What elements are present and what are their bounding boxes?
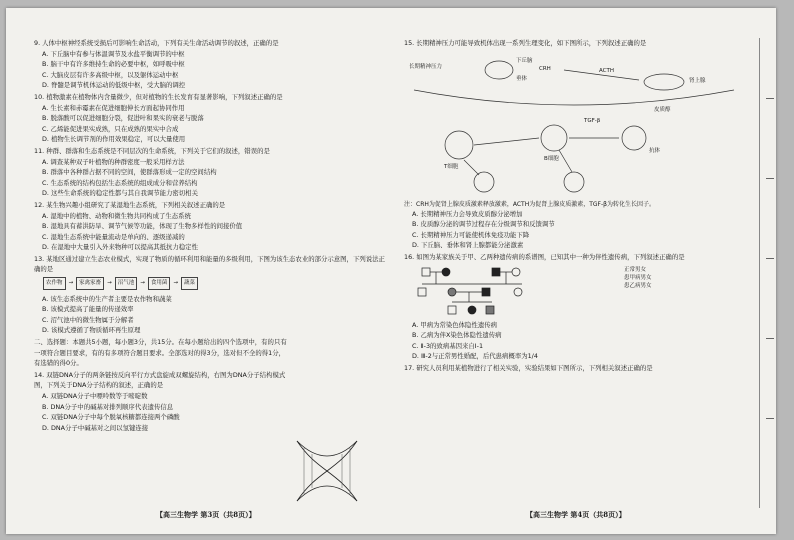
diagram-label-b-cell: B细胞 [544, 155, 559, 162]
flow-arrow: → [68, 280, 74, 287]
answer-option: D. 脊髓是调节机体运动的低级中枢，受大脑的调控 [42, 81, 186, 90]
question-block [34, 254, 389, 275]
question-block [34, 38, 389, 91]
answer-option: B. DNA分子中的碱基对排列顺序代表遗传信息 [42, 402, 174, 411]
question-stem: 11. 种群、群落和生态系统是不同层次的生命系统，下列关于它们的叙述，错误的是 [34, 146, 270, 155]
answer-option: A. 生长素和赤霉素在促进细胞伸长方面起协同作用 [42, 103, 185, 112]
diagram-label-cortisol: 皮质醇 [654, 106, 671, 113]
answer-option: B. 乙病为伴X染色体隐性遗传病 [412, 331, 502, 340]
pedigree-legend [624, 266, 652, 290]
diagram-label-antibody: 抗体 [649, 147, 661, 154]
answer-option: D. 该模式遵循了物质循环再生原理 [42, 326, 141, 335]
flow-node: 沼气池 [115, 277, 138, 290]
question-block [34, 294, 289, 336]
question-block [34, 337, 289, 369]
question-stem: 10. 植物激素在植物体内含量微少，但对植物的生长发育有显著影响，下列叙述正确的是 [34, 92, 283, 101]
answer-option: A. 甲病为常染色体隐性遗传病 [412, 320, 498, 329]
flow-arrow: → [107, 280, 112, 287]
question-stem: 17. 研究人员利用某植物进行了相关实验，实验结果如下图所示，下列相关叙述正确的是 [404, 363, 653, 372]
question-block [404, 38, 754, 49]
answer-option: D. 在湿地中大量引入外来物种可以提高其抵抗力稳定性 [42, 243, 198, 252]
answer-option: B. 脑干中有许多维持生命的必要中枢，如呼吸中枢 [42, 60, 185, 69]
question-stem: 二、选择题：本题共5小题，每小题3分，共15分。在每小题给出的四个选项中，有的只有一项符合题目要求，有的有多项符合题目要求。全部选对的得3分，选对但不全的得1分，有选错的得0分。 [34, 338, 287, 368]
answer-option: C. 湿地生态系统中能量流动是单向的、逐级递减的 [42, 232, 185, 241]
answer-option: C. 生态系统的结构包括生态系统的组成成分和营养结构 [42, 178, 198, 187]
answer-option: A. 下丘脑中有参与体温调节及水盐平衡调节的中枢 [42, 49, 185, 58]
answer-option: C. 沼气池中的微生物属于分解者 [42, 315, 134, 324]
question-stem: 13. 某地区通过建立生态农业模式，实现了物质的循环利用和能量的多级利用，下图为该生态农业的部分示意图，下列说法正确的是 [34, 254, 385, 274]
flow-node: 食用菌 [148, 277, 171, 290]
answer-option: A. 调查某种双子叶植物的种群密度一般采用样方法 [42, 157, 185, 166]
question-block [34, 146, 389, 199]
left-page [34, 38, 389, 518]
answer-option: C. 长期精神压力可能使机体免疫功能下降 [412, 230, 530, 239]
answer-option: B. 该模式提高了能量的传递效率 [42, 305, 134, 314]
question-block [404, 252, 754, 263]
question-stem: 16. 如图为某家族关于甲、乙两种遗传病的系谱图，已知其中一种为伴性遗传病，下列叙述正确的是 [404, 252, 685, 261]
answer-option: B. 皮质醇分泌的调节过程存在分级调节和反馈调节 [412, 220, 555, 229]
question-stem: 15. 长期精神压力可能导致机体出现一系列生理变化，如下图所示，下列叙述正确的是 [404, 39, 647, 47]
answer-option: C. Ⅱ-3的致病基因来自Ⅰ-1 [412, 341, 484, 350]
question-block [34, 200, 389, 253]
answer-option: D. Ⅲ-2与正常男性婚配，后代患病概率为1/4 [412, 352, 538, 361]
answer-option: B. 群落中各种群占据不同的空间，使群落形成一定的空间结构 [42, 168, 217, 177]
answer-option: C. 乙烯能促进果实成熟，只在成熟的果实中合成 [42, 124, 179, 133]
answer-option: A. 双链DNA分子中嘌呤数等于嘧啶数 [42, 392, 148, 400]
question-stem: 12. 某生物兴趣小组研究了某湿地生态系统，下列相关叙述正确的是 [34, 200, 226, 209]
diagram-label-crh: CRH [539, 65, 551, 72]
left-page-footer: 【高三生物学 第3页（共8页）】 [156, 510, 256, 519]
question-block [404, 320, 754, 362]
flow-node: 家禽家畜 [76, 277, 104, 290]
flow-node: 蔬菜 [181, 277, 198, 290]
question-stem: 14. 双链DNA分子的两条链按反向平行方式盘旋成双螺旋结构，右图为DNA分子结构模式图，下列关于DNA分子结构的叙述，正确的是 [34, 370, 286, 390]
legend-disease-a: 患甲病男女 [624, 274, 652, 281]
answer-option: B. 湿地具有蓄洪防旱、调节气候等功能，体现了生物多样性的间接价值 [42, 222, 243, 231]
answer-option: D. 下丘脑、垂体和肾上腺都能分泌激素 [412, 241, 524, 250]
ecology-flow-chain [42, 277, 389, 290]
flow-arrow: → [173, 280, 178, 287]
legend-normal: 正常男女 [624, 266, 647, 273]
answer-option: D. 这些生命系统的稳定性都与其自我调节能力密切相关 [42, 189, 198, 198]
margin-binding-strip [759, 38, 776, 508]
diagram-caption: 注：CRH为促肾上腺皮质激素释放激素，ACTH为促肾上腺皮质激素，TGF-β为转化生长因子。 [404, 200, 655, 208]
answer-option: A. 该生态系统中的生产者主要是农作物和蔬菜 [42, 294, 172, 303]
diagram-label-stress: 长期精神压力 [409, 63, 443, 70]
answer-option: B. 脱落酸可以促进细胞分裂，促进叶和果实的衰老与脱落 [42, 114, 204, 123]
question-block [34, 370, 289, 434]
pedigree-figure [404, 264, 754, 320]
answer-option: C. 大脑皮层有许多高级中枢，以及躯体运动中枢 [42, 70, 179, 79]
legend-disease-b: 患乙病男女 [624, 282, 652, 289]
stress-immune-diagram [404, 50, 754, 200]
flow-arrow: → [140, 280, 145, 287]
answer-option: D. 植物生长调节剂的作用效果稳定，可以大量使用 [42, 135, 186, 144]
question-block [404, 209, 754, 251]
diagram-label-tgf: TGF-β [584, 117, 601, 124]
exam-sheet [6, 8, 776, 534]
diagram-label-hypothalamus: 下丘脑 [516, 57, 533, 64]
question-block [404, 363, 754, 374]
right-page [404, 38, 754, 518]
dna-helix-figure [292, 436, 382, 506]
question-stem: 9. 人体中枢神经系统受损后可影响生命活动，下列有关生命活动调节的叙述，正确的是 [34, 39, 279, 47]
flow-node: 农作物 [43, 277, 66, 290]
diagram-label-adrenal: 肾上腺 [689, 77, 706, 84]
diagram-label-acth: ACTH [599, 67, 615, 74]
question-block [34, 92, 389, 145]
answer-option: C. 双链DNA分子中每个脱氧核糖都连接两个磷酸 [42, 413, 180, 422]
diagram-label-t-cell: T细胞 [444, 163, 459, 170]
right-page-footer: 【高三生物学 第4页（共8页）】 [526, 510, 626, 519]
answer-option: A. 湿地中的植物、动物和微生物共同构成了生态系统 [42, 211, 191, 220]
answer-option: D. DNA分子中碱基对之间以氢键连接 [42, 423, 149, 432]
answer-option: A. 长期精神压力会导致皮质醇分泌增加 [412, 209, 523, 218]
diagram-label-pituitary: 垂体 [516, 75, 528, 82]
